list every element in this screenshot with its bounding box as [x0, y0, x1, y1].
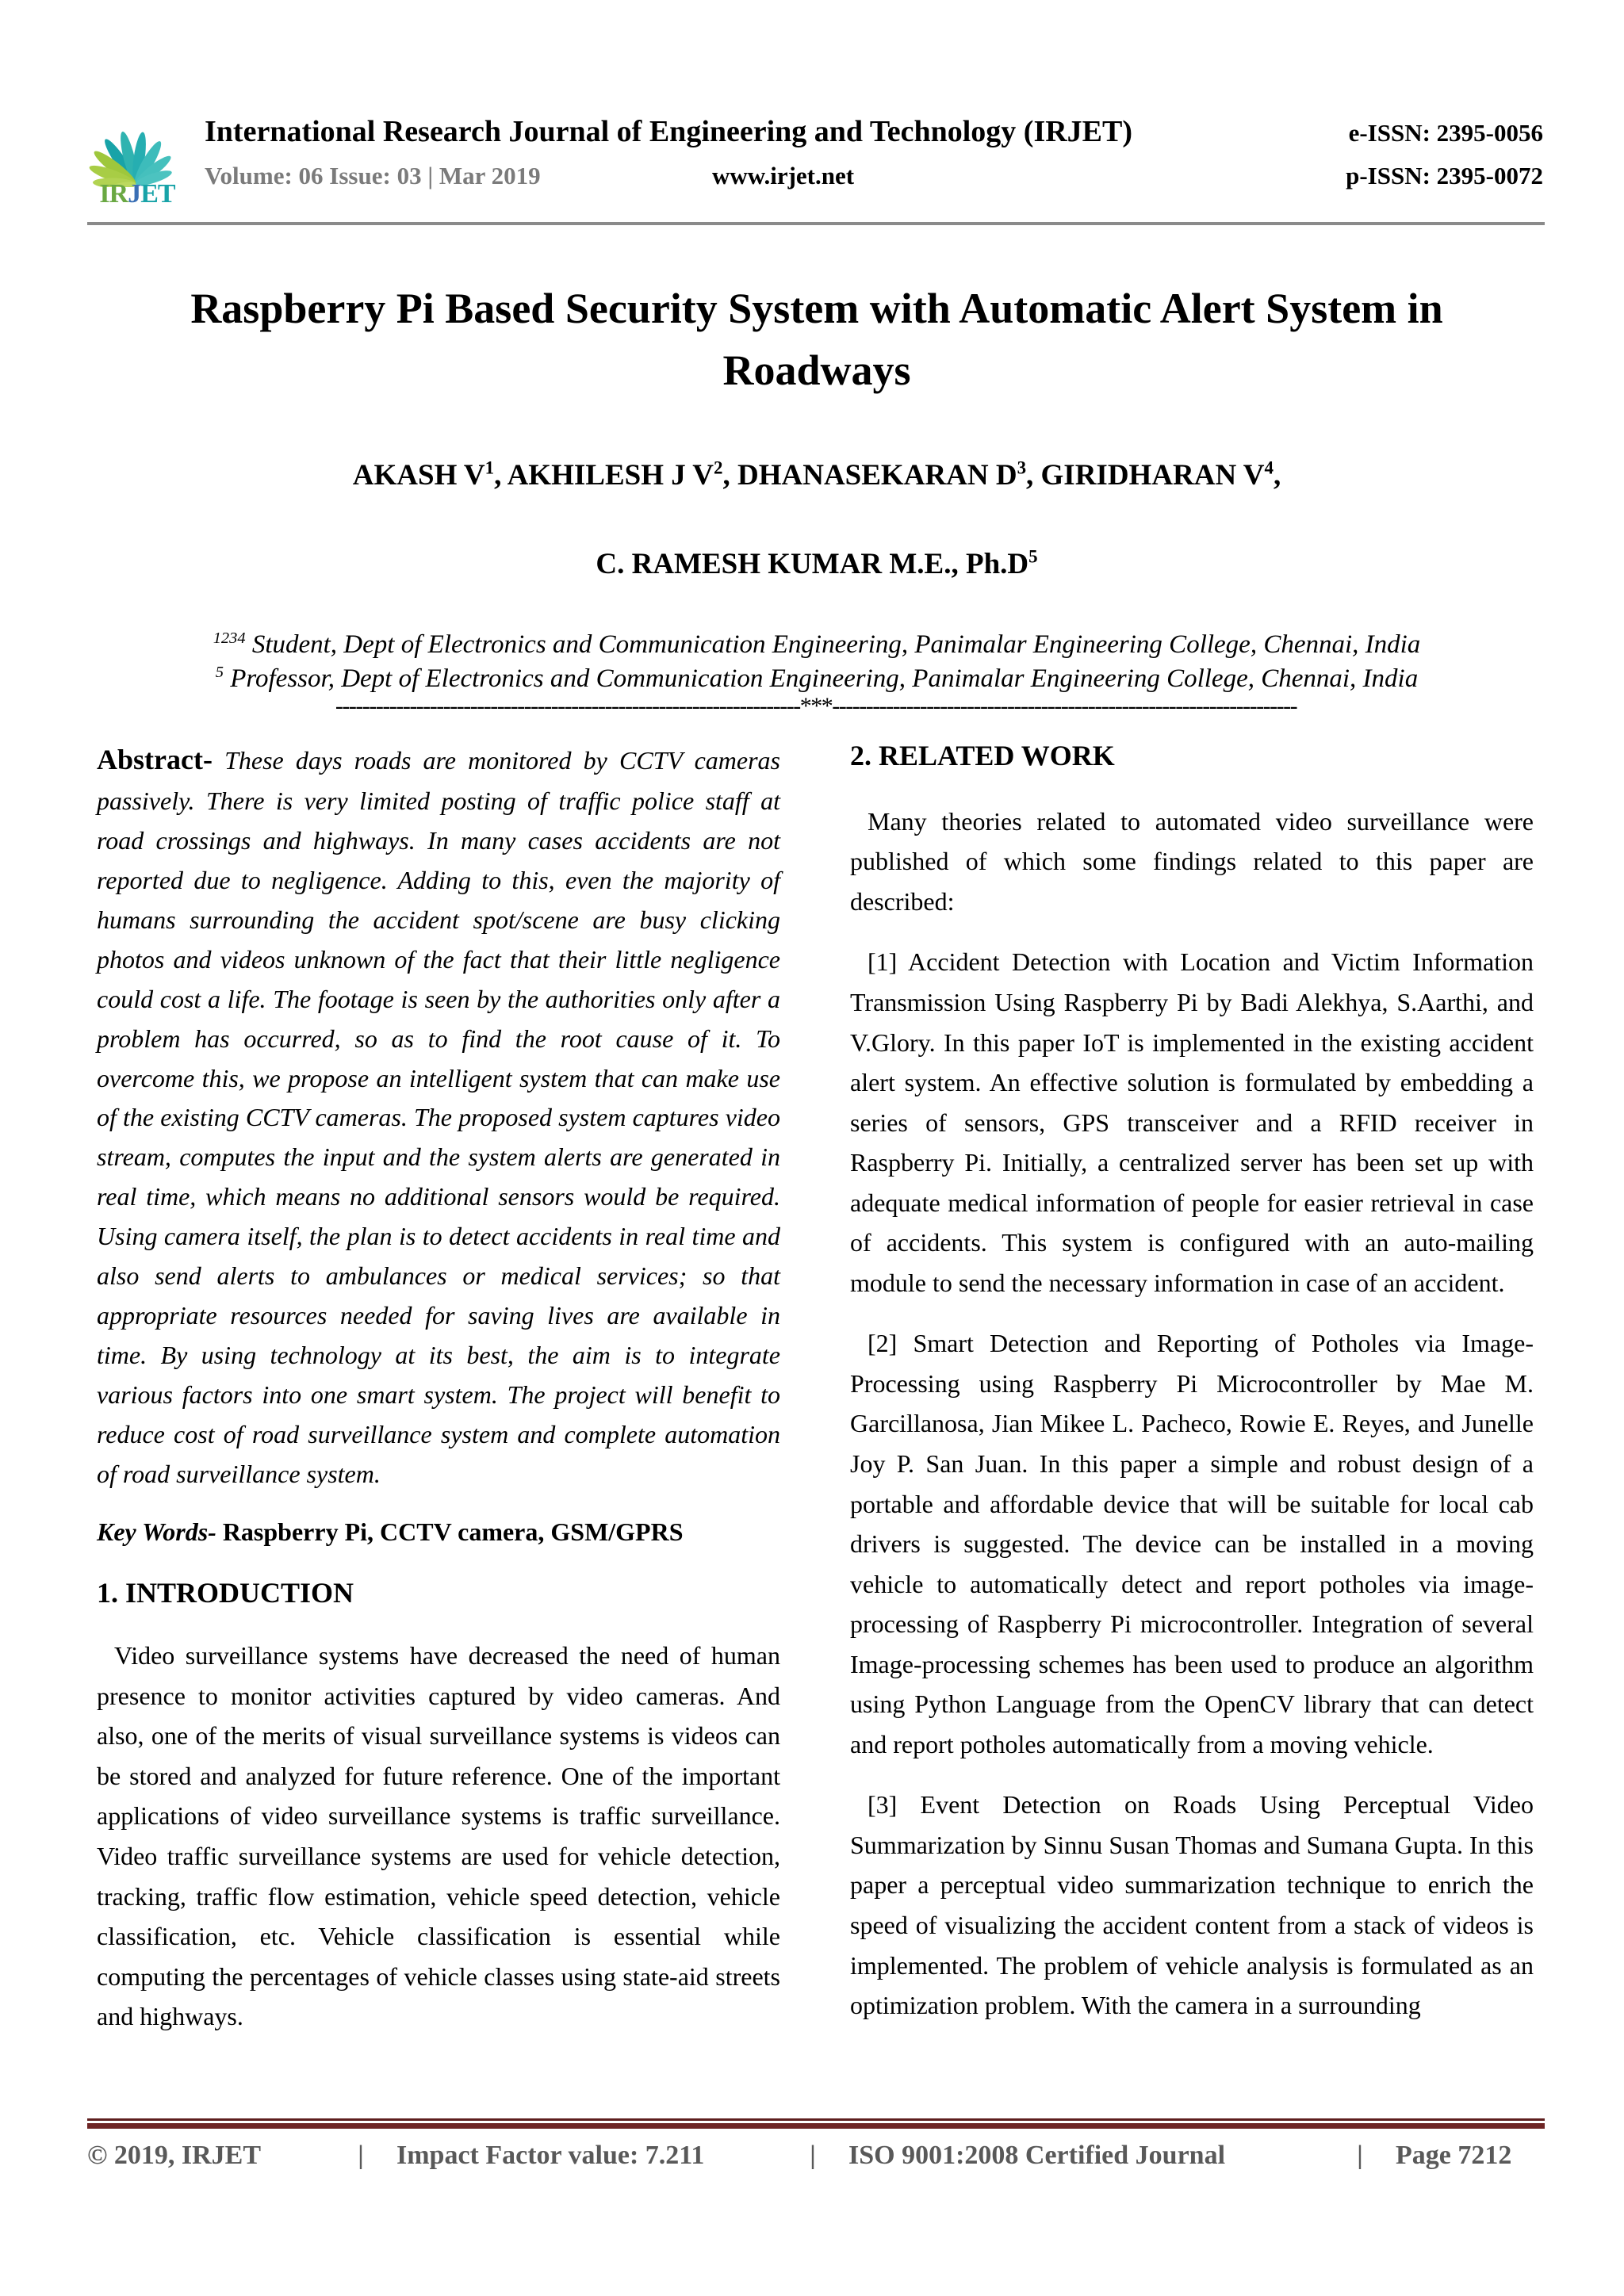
volume-issue-date: Volume: 06 Issue: 03 | Mar 2019: [205, 162, 541, 189]
footer-separator-2: |: [810, 2141, 816, 2170]
affiliation-1-sup: 1234: [213, 629, 246, 647]
logo-ir: IR: [99, 179, 128, 209]
irjet-logo-wordmark: [90, 181, 184, 208]
header-divider: [87, 222, 1545, 225]
keywords-paragraph: [97, 1513, 780, 1551]
abstract-label: Abstract-: [97, 744, 213, 775]
journal-website[interactable]: www.irjet.net: [712, 162, 855, 189]
affiliation-1-text: Student, Dept of Electronics and Communication Engineering, Panimalar Engineering College, Chennai, India: [245, 630, 1421, 659]
affiliation-students: [103, 626, 1530, 663]
author-1: AKASH V: [352, 459, 485, 492]
author-1-sup: 1: [485, 457, 495, 478]
logo-j: J: [128, 179, 141, 209]
keywords-label: Key Words-: [97, 1517, 216, 1547]
reference-1-paragraph: [1] Accident Detection with Location and Victim Information Transmission Using Raspberry Pi by Badi Alekhya, S.Aarthi, and V.Glory. In this paper IoT is implemented in the existing accident alert system. An effective solution is formulated by embedding a series of sensors, GPS transceiver and a RFID receiver in Raspberry Pi. Initially, a centralized server has been set up with adequate medical information of people for easier retrieval in case of accidents. This system is configured with an auto-mailing module to send the necessary information in case of an accident.: [850, 947, 1534, 1297]
right-column: [850, 737, 1534, 2046]
paper-title-line1: Raspberry Pi Based Security System with Automatic Alert System in: [190, 285, 1443, 332]
footer-iso-certification: ISO 9001:2008 Certified Journal: [848, 2141, 1226, 2170]
related-work-intro-paragraph: Many theories related to automated video surveillance were published of which some findings related to this paper are described:: [850, 806, 1534, 916]
affiliation-2-text: Professor, Dept of Electronics and Communication Engineering, Panimalar Engineering College, Chennai, India: [223, 664, 1419, 693]
masthead-text: [184, 109, 1545, 190]
author-4-sup: 4: [1264, 457, 1274, 478]
masthead-row-bottom: [205, 162, 1545, 190]
e-issn: e-ISSN: 2395-0056: [1348, 119, 1543, 147]
author-3: , DHANASEKARAN D: [722, 459, 1017, 492]
p-issn: p-ISSN: 2395-0072: [1346, 162, 1543, 189]
paper-title: [127, 277, 1507, 402]
irjet-fan-logo-icon: [87, 111, 184, 187]
author-list-line2: [127, 547, 1507, 581]
author-list-line1: [127, 458, 1507, 492]
author-3-sup: 3: [1017, 457, 1027, 478]
author-line1-trailing-comma: ,: [1273, 459, 1281, 492]
journal-title: International Research Journal of Engineering and Technology (IRJET): [205, 115, 1133, 148]
logo-et: ET: [140, 179, 175, 209]
journal-masthead: [87, 109, 1545, 212]
reference-2-paragraph: [2] Smart Detection and Reporting of Potholes via Image-Processing using Raspberry Pi Microcontroller by Mae M. Garcillanosa, Jian Mikee L. Pacheco, Rowie E. Reyes, and Junelle Joy P. San Juan. In this paper a simple and robust design of a portable and affordable device that will be suitable for local cab drivers is suggested. The device can be installed in a moving vehicle to automatically detect and report potholes via image-processing of Raspberry Pi microcontroller. Integration of several Image-processing schemes has been used to produce an algorithm using Python Language from the OpenCV library that can detect and report potholes automatically from a moving vehicle.: [850, 1329, 1534, 1758]
footer-separator-1: |: [358, 2141, 364, 2170]
masthead-row-top: [205, 114, 1545, 149]
footer-divider: [87, 2118, 1545, 2129]
left-column: [97, 737, 780, 2057]
footer-separator-3: |: [1357, 2141, 1363, 2170]
footer-divider-fill: [87, 2123, 1545, 2129]
author-5: C. RAMESH KUMAR M.E., Ph.D: [596, 548, 1029, 580]
section-heading-introduction: 1. INTRODUCTION: [97, 1577, 354, 1609]
section-star-divider: ---------------------------------------------------------------------***---------------------------------------------------------------------: [335, 693, 1297, 719]
section-heading-related-work: 2. RELATED WORK: [850, 740, 1115, 771]
keywords-text: Raspberry Pi, CCTV camera, GSM/GPRS: [216, 1517, 684, 1547]
affiliation-professor: [103, 660, 1530, 697]
footer-copyright: © 2019, IRJET: [87, 2141, 262, 2170]
abstract-paragraph: [97, 737, 780, 1494]
footer-page-number: Page 7212: [1396, 2141, 1512, 2170]
author-5-sup: 5: [1028, 546, 1038, 567]
author-2: , AKHILESH J V: [494, 459, 714, 492]
page-footer: [87, 2141, 1545, 2171]
reference-3-paragraph: [3] Event Detection on Roads Using Perceptual Video Summarization by Sinnu Susan Thomas and Sumana Gupta. In this paper a perceptual video summarization technique to enrich the speed of visualizing the accident content from a stack of videos is implemented. The problem of vehicle analysis is formulated as an optimization problem. With the camera in a surrounding: [850, 1790, 1534, 2020]
author-4: , GIRIDHARAN V: [1026, 459, 1265, 492]
author-2-sup: 2: [714, 457, 723, 478]
abstract-text: These days roads are monitored by CCTV cameras passively. There is very limited posting of traffic police staff at road crossings and highways. In many cases accidents are not reported due to negligence. Adding to this, even the majority of humans surrounding the accident spot/scene are busy clicking photos and videos unknown of the fact that their little negligence could cost a life. The footage is seen by the authorities only after a problem has occurred, so as to find the root cause of it. To overcome this, we propose an intelligent system that can make use of the existing CCTV cameras. The proposed system captures video stream, computes the input and the system alerts are generated in real time, which means no additional sensors would be required. Using camera itself, the plan is to detect accidents in real time and also send alerts to ambulances or medical services; so that appropriate resources needed for saving lives are available in time. By using technology at its best, the aim is to integrate various factors into one smart system. The project will benefit to reduce cost of road surveillance system and complete automation of road surveillance system.: [97, 746, 780, 1488]
irjet-logo: [87, 111, 184, 211]
affiliation-2-sup: 5: [215, 664, 224, 681]
footer-impact-factor: Impact Factor value: 7.211: [396, 2141, 705, 2170]
introduction-paragraph: Video surveillance systems have decreased the need of human presence to monitor activities captured by video cameras. And also, one of the merits of visual surveillance systems is videos can be stored and analyzed for future reference. One of the important applications of video surveillance systems is traffic surveillance. Video traffic surveillance systems are used for vehicle detection, tracking, traffic flow estimation, vehicle speed detection, vehicle classification, etc. Vehicle classification is essential while computing the percentages of vehicle classes using state-aid streets and highways.: [97, 1641, 780, 2031]
paper-title-line2: Roadways: [722, 346, 911, 395]
